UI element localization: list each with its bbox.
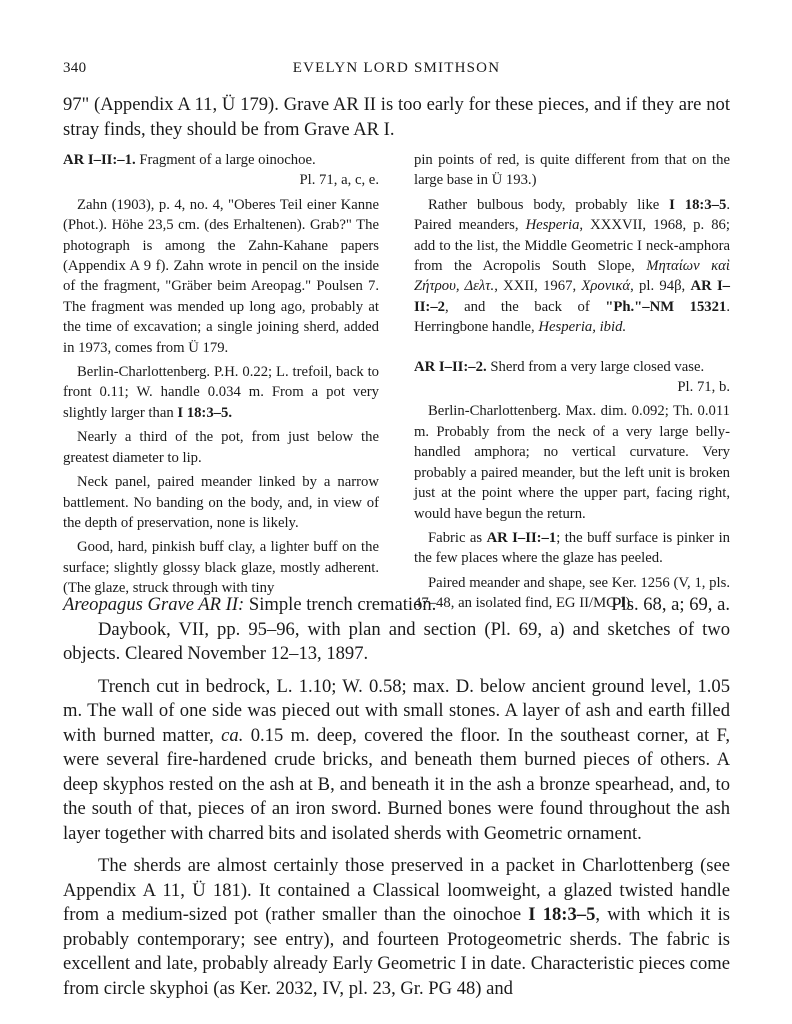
entry-paragraph xyxy=(414,528,730,569)
grave-heading xyxy=(63,593,730,618)
entry-paragraph: Nearly a third of the pot, from just below the greatest diameter to lip. xyxy=(63,429,379,466)
entry-paragraph: pin points of red, is quite different from that on the large base in Ü 193.) xyxy=(414,152,730,189)
plate-reference: Pl. 71, b. xyxy=(677,379,730,396)
body-paragraph xyxy=(63,675,730,847)
entry-title: Sherd from a very large closed vase. xyxy=(486,358,705,375)
left-column xyxy=(63,150,379,599)
journal-title: Hesperia xyxy=(525,217,580,234)
entry-text: Rather bulbous body, probably like xyxy=(428,196,670,213)
body-paragraph xyxy=(63,854,730,1001)
greek-text: Χρονικά xyxy=(581,278,631,295)
entry-spacer xyxy=(414,338,730,357)
catalogue-reference: I 18:3–5 xyxy=(669,196,727,213)
catalogue-reference: "Ph."–NM 15321 xyxy=(605,298,727,315)
page-number: 340 xyxy=(63,60,87,76)
entry-text: , XXXVII, 1968, p. 86; add to the list, the Middle Geometric I neck-amphora from the Acropolis South Slope, xyxy=(414,217,730,275)
greek-text: Μηταίων καὶ Ζήτρου, Δελτ. xyxy=(414,258,730,295)
daybook-paragraph: Daybook, VII, pp. 95–96, with plan and section (Pl. 69, a) and sketches of two objects. Cleared November 12–13, 1897. xyxy=(63,618,730,664)
plate-reference: Pl. 71, a, c, e. xyxy=(299,172,379,189)
entry-heading xyxy=(414,357,730,377)
journal-title: Hesperia, ibid. xyxy=(538,319,627,336)
grave-section xyxy=(63,593,730,1001)
grave-title-group xyxy=(63,593,436,618)
intro-paragraph: 97" (Appendix A 11, Ü 179). Grave AR II is too early for these pieces, and if they are not stray finds, they should be from Grave AR I. xyxy=(63,94,730,140)
running-head: EVELYN LORD SMITHSON xyxy=(292,60,501,76)
entry-text: . Paired meanders, xyxy=(414,196,731,234)
body-text: 0.15 m. deep, covered the floor. In the southeast corner, at F, were several fire-hardened crude bricks, and beneath them burned pieces of others. A deep skyphos rested on the ash at B, and beneath it in the ash a bronze spearhead, and, to the south of that, pieces of an iron sword. Burned bones were found throughout the ash layer together with charred bits and isolated sherds with Geometric ornament. xyxy=(63,724,730,844)
entry-heading xyxy=(63,150,379,170)
body-text: The sherds are almost certainly those preserved in a packet in Charlottenberg (see Appendix A 11, Ü 181). It contained a Classical loomweight, a glazed twisted handle from a medium-sized pot (rather smaller than the oinochoe xyxy=(63,855,730,925)
entry-text: Fabric as xyxy=(428,529,487,546)
entry-text: , XXII, 1967, xyxy=(494,278,582,295)
body-text: Trench cut in bedrock, L. 1.10; W. 0.58; max. D. below ancient ground level, 1.05 m. The wall of one side was pieced out with small stones. A layer of ash and earth filled with burned matter, xyxy=(63,675,730,746)
catalogue-reference: I 18:3–5 xyxy=(528,904,596,925)
entry-text: , and the back of xyxy=(445,298,606,315)
entry-paragraph: Good, hard, pinkish buff clay, a lighter buff on the surface; slightly glossy black glaze, mostly adherent. (The glaze, struck through with tiny xyxy=(63,539,379,597)
entry-text: ; the buff surface is pinker in the few places where the glaze has peeled. xyxy=(414,529,730,567)
entry-paragraph xyxy=(414,195,730,338)
catalogue-reference: AR I–II:–2 xyxy=(414,278,731,315)
entry-label: AR I–II:–2. xyxy=(414,358,487,375)
entry-paragraph: Neck panel, paired meander linked by a narrow battlement. No banding on the body, and, in view of the depth of preservation, none is likely. xyxy=(63,474,379,531)
catalogue-reference: AR I–II:–1 xyxy=(486,529,557,546)
right-column xyxy=(414,150,730,614)
grave-title: Areopagus Grave AR II: xyxy=(63,594,245,615)
entry-label: AR I–II:–1. xyxy=(63,152,136,168)
page-header xyxy=(63,60,730,84)
entry-paragraph: Paired meander and shape, see Ker. 1256 (V, 1, pls. 47–48, an isolated find, EG II/MG I). xyxy=(414,574,730,612)
catalogue-reference: I 18:3–5. xyxy=(177,404,233,421)
body-text: , with which it is probably contemporary; see entry), and fourteen Protogeometric sherds. The fabric is excellent and late, probably already Early Geometric I in date. Characteristic pieces come from circle skyphoi (as Ker. 2032, IV, pl. 23, Gr. PG 48) and xyxy=(63,904,731,999)
grave-plates: Pls. 68, a; 69, a. xyxy=(611,594,730,615)
entry-text: . Herringbone handle, xyxy=(414,298,730,336)
grave-subtitle: Simple trench cremation. xyxy=(244,594,437,615)
entry-paragraph: Berlin-Charlottenberg. Max. dim. 0.092; Th. 0.011 m. Probably from the neck of a very large belly-handled amphora; no vertical curvature. Very probably a paired meander, but the left unit is broken just at the point where the upper part, facing right, would have begun the return. xyxy=(414,403,730,522)
body-italic: ca. xyxy=(221,724,244,746)
entry-paragraph: Zahn (1903), p. 4, no. 4, "Oberes Teil einer Kanne (Phot.). Höhe 23,5 cm. (des Erhaltenen). Grab?" The photograph is among the Zahn-Kahane papers (Appendix A 9 f). Zahn wrote in pencil on the inside of the fragment, "Gräber beim Areopag." Poulsen 7. The fragment was mended up long ago, probably at the time of excavation; a single joining sherd, added in 1973, comes from Ü 179. xyxy=(63,196,379,356)
entry-text: Berlin-Charlottenberg. P.H. 0.22; L. trefoil, back to front 0.11; W. handle 0.034 m. From a pot very slightly larger than xyxy=(63,364,379,421)
entry-title: Fragment of a large oinochoe. xyxy=(135,152,316,168)
entry-paragraph xyxy=(63,362,379,423)
entry-text: , pl. 94β, xyxy=(630,278,691,295)
